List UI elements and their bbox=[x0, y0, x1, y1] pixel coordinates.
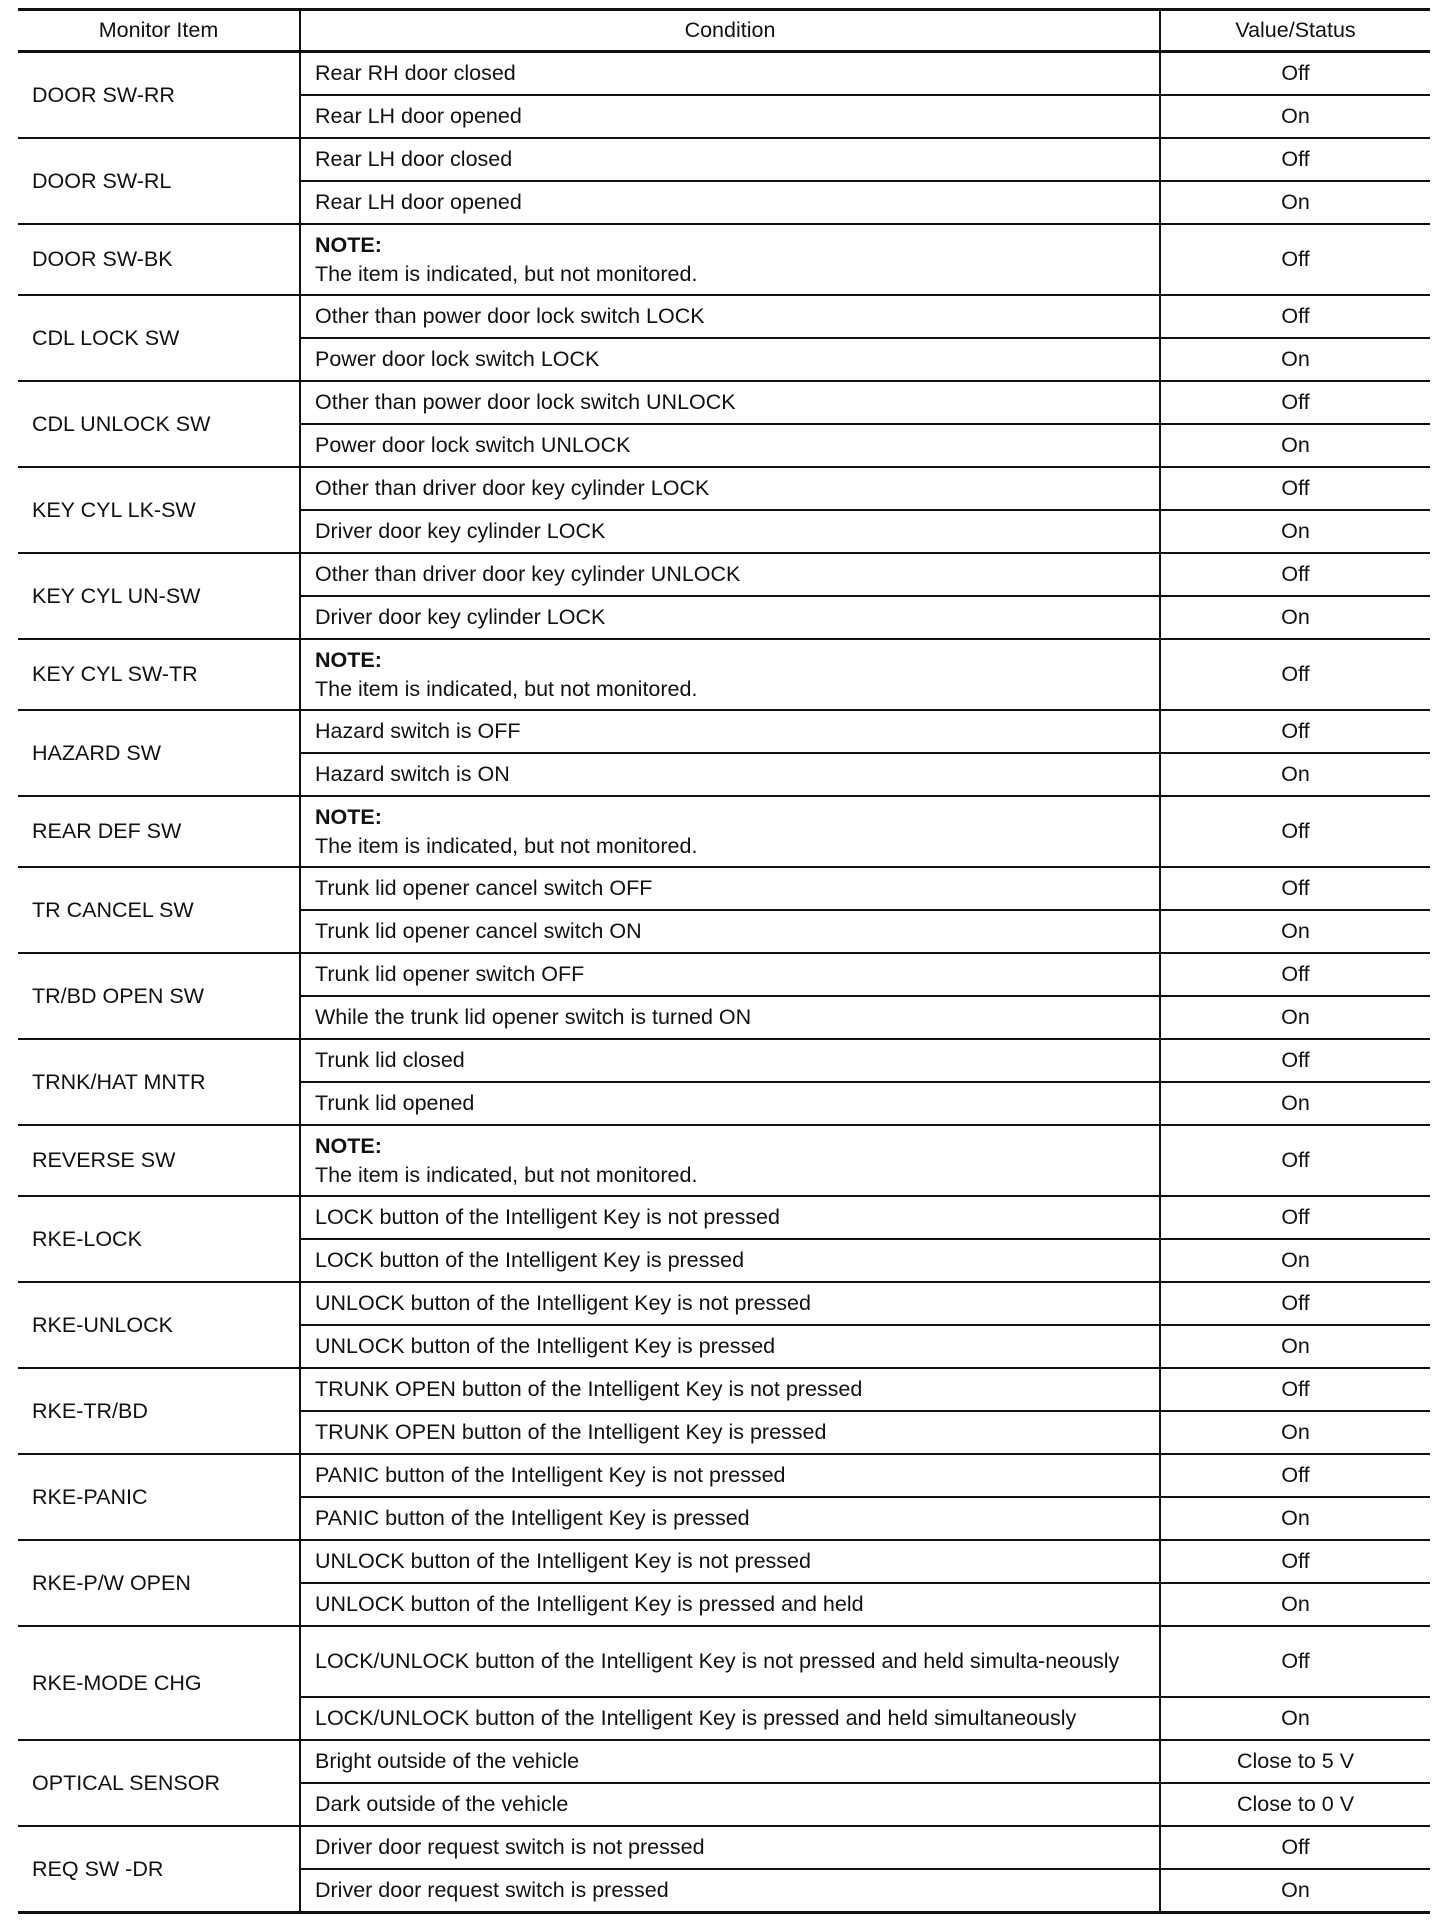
value-status-cell: On bbox=[1160, 596, 1430, 639]
monitor-item-cell: DOOR SW-BK bbox=[18, 224, 300, 295]
value-status-cell: On bbox=[1160, 1497, 1430, 1540]
table-row bbox=[18, 1282, 1430, 1325]
condition-cell: Rear LH door opened bbox=[300, 95, 1160, 138]
condition-cell: Trunk lid opened bbox=[300, 1082, 1160, 1125]
monitor-item-cell: CDL LOCK SW bbox=[18, 295, 300, 381]
table-row bbox=[18, 1626, 1430, 1697]
condition-cell: Rear RH door closed bbox=[300, 52, 1160, 96]
monitor-item-cell: RKE-P/W OPEN bbox=[18, 1540, 300, 1626]
value-status-cell: On bbox=[1160, 1869, 1430, 1913]
condition-cell: Trunk lid opener cancel switch ON bbox=[300, 910, 1160, 953]
condition-cell: Rear LH door opened bbox=[300, 181, 1160, 224]
monitor-item-cell: RKE-MODE CHG bbox=[18, 1626, 300, 1740]
table-row bbox=[18, 295, 1430, 338]
value-status-cell: On bbox=[1160, 1411, 1430, 1454]
value-status-cell: Off bbox=[1160, 867, 1430, 910]
monitor-item-cell: RKE-LOCK bbox=[18, 1196, 300, 1282]
condition-cell: Hazard switch is OFF bbox=[300, 710, 1160, 753]
monitor-item-cell: KEY CYL UN-SW bbox=[18, 553, 300, 639]
value-status-cell: Off bbox=[1160, 1826, 1430, 1869]
value-status-cell: On bbox=[1160, 338, 1430, 381]
table-row bbox=[18, 1368, 1430, 1411]
condition-cell: PANIC button of the Intelligent Key is not pressed bbox=[300, 1454, 1160, 1497]
condition-cell bbox=[300, 224, 1160, 295]
condition-cell: Other than driver door key cylinder LOCK bbox=[300, 467, 1160, 510]
condition-cell: Other than driver door key cylinder UNLOCK bbox=[300, 553, 1160, 596]
note-label: NOTE: bbox=[315, 647, 382, 672]
condition-cell: UNLOCK button of the Intelligent Key is not pressed bbox=[300, 1540, 1160, 1583]
table-row bbox=[18, 381, 1430, 424]
value-status-cell: Off bbox=[1160, 1039, 1430, 1082]
condition-cell: TRUNK OPEN button of the Intelligent Key is not pressed bbox=[300, 1368, 1160, 1411]
value-status-cell: Off bbox=[1160, 1540, 1430, 1583]
value-status-cell: Off bbox=[1160, 381, 1430, 424]
monitor-item-cell: HAZARD SW bbox=[18, 710, 300, 796]
value-status-cell: Off bbox=[1160, 1196, 1430, 1239]
table-row bbox=[18, 224, 1430, 295]
condition-cell: Bright outside of the vehicle bbox=[300, 1740, 1160, 1783]
value-status-cell: Off bbox=[1160, 467, 1430, 510]
header-value-status: Value/Status bbox=[1160, 10, 1430, 52]
condition-cell: LOCK button of the Intelligent Key is pressed bbox=[300, 1239, 1160, 1282]
value-status-cell: Off bbox=[1160, 52, 1430, 96]
condition-cell bbox=[300, 796, 1160, 867]
condition-cell: LOCK/UNLOCK button of the Intelligent Key is pressed and held simultaneously bbox=[300, 1697, 1160, 1740]
condition-cell: PANIC button of the Intelligent Key is pressed bbox=[300, 1497, 1160, 1540]
table-row bbox=[18, 1540, 1430, 1583]
value-status-cell: On bbox=[1160, 181, 1430, 224]
monitor-item-cell: RKE-TR/BD bbox=[18, 1368, 300, 1454]
condition-cell: Other than power door lock switch UNLOCK bbox=[300, 381, 1160, 424]
note-text: The item is indicated, but not monitored. bbox=[315, 261, 698, 286]
value-status-cell: Off bbox=[1160, 295, 1430, 338]
table-row bbox=[18, 867, 1430, 910]
monitor-item-cell: RKE-UNLOCK bbox=[18, 1282, 300, 1368]
condition-cell: Other than power door lock switch LOCK bbox=[300, 295, 1160, 338]
value-status-cell: Off bbox=[1160, 1125, 1430, 1196]
monitor-item-cell: KEY CYL LK-SW bbox=[18, 467, 300, 553]
condition-cell: Rear LH door closed bbox=[300, 138, 1160, 181]
note-label: NOTE: bbox=[315, 804, 382, 829]
table-row bbox=[18, 796, 1430, 867]
table-row bbox=[18, 1740, 1430, 1783]
value-status-cell: On bbox=[1160, 753, 1430, 796]
condition-cell: Driver door key cylinder LOCK bbox=[300, 596, 1160, 639]
value-status-cell: On bbox=[1160, 910, 1430, 953]
value-status-cell: Off bbox=[1160, 639, 1430, 710]
condition-cell: While the trunk lid opener switch is turned ON bbox=[300, 996, 1160, 1039]
condition-cell: Dark outside of the vehicle bbox=[300, 1783, 1160, 1826]
table-row bbox=[18, 953, 1430, 996]
value-status-cell: On bbox=[1160, 95, 1430, 138]
header-condition: Condition bbox=[300, 10, 1160, 52]
monitor-item-cell: REAR DEF SW bbox=[18, 796, 300, 867]
condition-cell: LOCK button of the Intelligent Key is not pressed bbox=[300, 1196, 1160, 1239]
value-status-cell: On bbox=[1160, 1239, 1430, 1282]
monitor-item-cell: DOOR SW-RL bbox=[18, 138, 300, 224]
header-row bbox=[18, 10, 1430, 52]
note-text: The item is indicated, but not monitored. bbox=[315, 833, 698, 858]
table-row bbox=[18, 1196, 1430, 1239]
value-status-cell: Off bbox=[1160, 1626, 1430, 1697]
value-status-cell: On bbox=[1160, 1325, 1430, 1368]
value-status-cell: On bbox=[1160, 996, 1430, 1039]
value-status-cell: Off bbox=[1160, 1454, 1430, 1497]
table-row bbox=[18, 710, 1430, 753]
condition-cell: Driver door key cylinder LOCK bbox=[300, 510, 1160, 553]
monitor-item-cell: KEY CYL SW-TR bbox=[18, 639, 300, 710]
value-status-cell: Off bbox=[1160, 138, 1430, 181]
table-row bbox=[18, 1125, 1430, 1196]
condition-cell: Trunk lid opener cancel switch OFF bbox=[300, 867, 1160, 910]
value-status-cell: Off bbox=[1160, 710, 1430, 753]
condition-cell bbox=[300, 1125, 1160, 1196]
note-label: NOTE: bbox=[315, 1133, 382, 1158]
condition-cell: Trunk lid closed bbox=[300, 1039, 1160, 1082]
table-row bbox=[18, 138, 1430, 181]
value-status-cell: On bbox=[1160, 510, 1430, 553]
monitor-item-cell: OPTICAL SENSOR bbox=[18, 1740, 300, 1826]
value-status-cell: Off bbox=[1160, 1282, 1430, 1325]
monitor-item-cell: CDL UNLOCK SW bbox=[18, 381, 300, 467]
value-status-cell: On bbox=[1160, 424, 1430, 467]
table-row bbox=[18, 1039, 1430, 1082]
table-row bbox=[18, 639, 1430, 710]
monitor-item-cell: REQ SW -DR bbox=[18, 1826, 300, 1913]
header-monitor-item: Monitor Item bbox=[18, 10, 300, 52]
note-text: The item is indicated, but not monitored. bbox=[315, 676, 698, 701]
monitor-table bbox=[18, 8, 1430, 1914]
condition-cell: UNLOCK button of the Intelligent Key is pressed bbox=[300, 1325, 1160, 1368]
condition-cell: Hazard switch is ON bbox=[300, 753, 1160, 796]
monitor-item-cell: TRNK/HAT MNTR bbox=[18, 1039, 300, 1125]
table-row bbox=[18, 1454, 1430, 1497]
value-status-cell: Off bbox=[1160, 953, 1430, 996]
value-status-cell: On bbox=[1160, 1583, 1430, 1626]
monitor-item-cell: REVERSE SW bbox=[18, 1125, 300, 1196]
condition-cell: UNLOCK button of the Intelligent Key is not pressed bbox=[300, 1282, 1160, 1325]
monitor-item-cell: RKE-PANIC bbox=[18, 1454, 300, 1540]
table-row bbox=[18, 52, 1430, 96]
table-row bbox=[18, 467, 1430, 510]
table-row bbox=[18, 1826, 1430, 1869]
note-text: The item is indicated, but not monitored. bbox=[315, 1162, 698, 1187]
condition-cell: LOCK/UNLOCK button of the Intelligent Key is not pressed and held simulta-neously bbox=[300, 1626, 1160, 1697]
condition-cell: Trunk lid opener switch OFF bbox=[300, 953, 1160, 996]
condition-cell: Driver door request switch is not pressed bbox=[300, 1826, 1160, 1869]
condition-cell: Power door lock switch LOCK bbox=[300, 338, 1160, 381]
value-status-cell: Close to 5 V bbox=[1160, 1740, 1430, 1783]
table-row bbox=[18, 553, 1430, 596]
value-status-cell: Off bbox=[1160, 1368, 1430, 1411]
table-body bbox=[18, 52, 1430, 1913]
value-status-cell: On bbox=[1160, 1082, 1430, 1125]
value-status-cell: Off bbox=[1160, 553, 1430, 596]
condition-cell: UNLOCK button of the Intelligent Key is pressed and held bbox=[300, 1583, 1160, 1626]
condition-cell: Power door lock switch UNLOCK bbox=[300, 424, 1160, 467]
value-status-cell: Close to 0 V bbox=[1160, 1783, 1430, 1826]
condition-cell: TRUNK OPEN button of the Intelligent Key is pressed bbox=[300, 1411, 1160, 1454]
value-status-cell: Off bbox=[1160, 796, 1430, 867]
condition-cell bbox=[300, 639, 1160, 710]
value-status-cell: Off bbox=[1160, 224, 1430, 295]
monitor-item-cell: TR CANCEL SW bbox=[18, 867, 300, 953]
monitor-item-cell: DOOR SW-RR bbox=[18, 52, 300, 139]
condition-cell: Driver door request switch is pressed bbox=[300, 1869, 1160, 1913]
value-status-cell: On bbox=[1160, 1697, 1430, 1740]
monitor-item-cell: TR/BD OPEN SW bbox=[18, 953, 300, 1039]
note-label: NOTE: bbox=[315, 232, 382, 257]
